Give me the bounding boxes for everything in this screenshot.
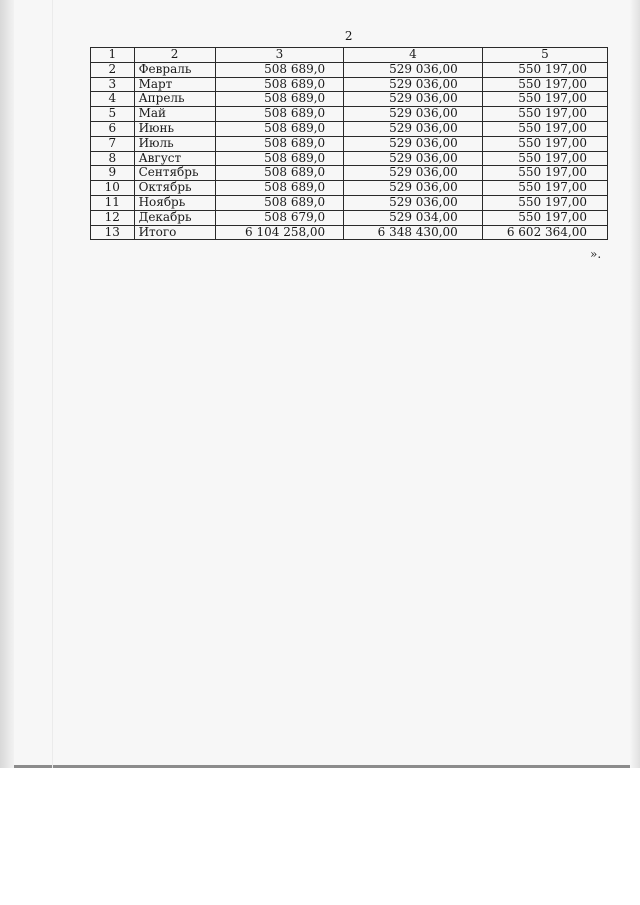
table-row (91, 92, 608, 107)
month-cell: Март (134, 77, 215, 92)
row-number-cell: 7 (91, 136, 135, 151)
total-label-cell: Итого (134, 225, 215, 240)
value-cell: 550 197,00 (482, 166, 607, 181)
row-number-cell: 8 (91, 151, 135, 166)
header-cell: 1 (91, 48, 135, 63)
value-cell: 508 689,0 (215, 166, 344, 181)
value-cell: 508 689,0 (215, 181, 344, 196)
value-cell: 529 036,00 (344, 121, 483, 136)
value-cell: 550 197,00 (482, 136, 607, 151)
value-cell: 508 679,0 (215, 210, 344, 225)
table-row (91, 77, 608, 92)
table-header-row (91, 48, 608, 63)
value-cell: 529 036,00 (344, 136, 483, 151)
month-cell: Октябрь (134, 181, 215, 196)
monthly-amounts-table (90, 47, 608, 240)
month-cell: Декабрь (134, 210, 215, 225)
page-number: 2 (344, 29, 354, 43)
value-cell: 508 689,0 (215, 62, 344, 77)
table-row (91, 136, 608, 151)
value-cell: 550 197,00 (482, 195, 607, 210)
month-cell: Сентябрь (134, 166, 215, 181)
value-cell: 508 689,0 (215, 121, 344, 136)
header-cell: 3 (215, 48, 344, 63)
header-cell: 5 (482, 48, 607, 63)
value-cell: 550 197,00 (482, 210, 607, 225)
table-row (91, 210, 608, 225)
table-row (91, 107, 608, 122)
row-number-cell: 11 (91, 195, 135, 210)
header-cell: 4 (344, 48, 483, 63)
scan-shadow-left (0, 0, 14, 768)
row-number-cell: 2 (91, 62, 135, 77)
month-cell: Май (134, 107, 215, 122)
month-cell: Август (134, 151, 215, 166)
row-number-cell: 6 (91, 121, 135, 136)
value-cell: 529 036,00 (344, 92, 483, 107)
value-cell: 508 689,0 (215, 107, 344, 122)
value-cell: 508 689,0 (215, 92, 344, 107)
table-row (91, 151, 608, 166)
value-cell: 550 197,00 (482, 181, 607, 196)
value-cell: 550 197,00 (482, 107, 607, 122)
table-row (91, 181, 608, 196)
row-number-cell: 3 (91, 77, 135, 92)
value-cell: 508 689,0 (215, 136, 344, 151)
value-cell: 550 197,00 (482, 121, 607, 136)
value-cell: 550 197,00 (482, 151, 607, 166)
table-row (91, 195, 608, 210)
row-number-cell: 5 (91, 107, 135, 122)
row-number-cell: 4 (91, 92, 135, 107)
value-cell: 529 034,00 (344, 210, 483, 225)
value-cell: 550 197,00 (482, 77, 607, 92)
total-value-cell: 6 348 430,00 (344, 225, 483, 240)
value-cell: 508 689,0 (215, 151, 344, 166)
closing-quote-mark: ». (590, 247, 602, 261)
value-cell: 529 036,00 (344, 77, 483, 92)
value-cell: 529 036,00 (344, 62, 483, 77)
table-row (91, 166, 608, 181)
value-cell: 529 036,00 (344, 195, 483, 210)
header-cell: 2 (134, 48, 215, 63)
month-cell: Апрель (134, 92, 215, 107)
value-cell: 508 689,0 (215, 77, 344, 92)
value-cell: 508 689,0 (215, 195, 344, 210)
month-cell: Ноябрь (134, 195, 215, 210)
row-number-cell: 13 (91, 225, 135, 240)
total-row (91, 225, 608, 240)
value-cell: 529 036,00 (344, 181, 483, 196)
total-value-cell: 6 104 258,00 (215, 225, 344, 240)
row-number-cell: 9 (91, 166, 135, 181)
total-value-cell: 6 602 364,00 (482, 225, 607, 240)
value-cell: 529 036,00 (344, 107, 483, 122)
value-cell: 529 036,00 (344, 166, 483, 181)
value-cell: 550 197,00 (482, 92, 607, 107)
paper-fold-line (52, 0, 53, 768)
value-cell: 529 036,00 (344, 151, 483, 166)
month-cell: Июнь (134, 121, 215, 136)
month-cell: Февраль (134, 62, 215, 77)
scan-shadow-right (630, 0, 640, 768)
month-cell: Июль (134, 136, 215, 151)
row-number-cell: 12 (91, 210, 135, 225)
value-cell: 550 197,00 (482, 62, 607, 77)
row-number-cell: 10 (91, 181, 135, 196)
table-row (91, 62, 608, 77)
table-row (91, 121, 608, 136)
